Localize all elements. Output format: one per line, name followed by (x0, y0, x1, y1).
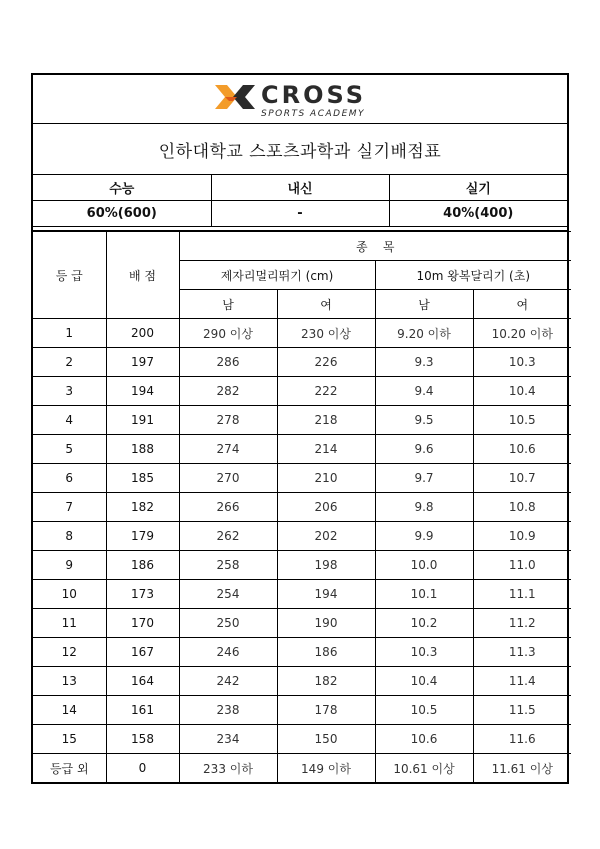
record-cell: 242 (179, 667, 277, 696)
record-cell: 10.61 이상 (375, 754, 473, 783)
summary-table (33, 175, 567, 227)
page-title: 인하대학교 스포츠과학과 실기배점표 (33, 124, 567, 175)
record-cell: 194 (277, 580, 375, 609)
record-cell: 9.6 (375, 435, 473, 464)
score-cell: 185 (106, 464, 179, 493)
cross-logo (211, 79, 411, 119)
gender-header: 여 (277, 290, 375, 319)
record-cell: 266 (179, 493, 277, 522)
event-name: 제자리멀리뛰기 (cm) (179, 261, 375, 290)
summary-header: 내신 (211, 175, 389, 201)
record-cell: 10.0 (375, 551, 473, 580)
grade-cell: 14 (33, 696, 106, 725)
event-name: 10m 왕복달리기 (초) (375, 261, 571, 290)
table-row (33, 609, 571, 638)
table-row (33, 725, 571, 754)
record-cell: 10.5 (375, 696, 473, 725)
record-cell: 206 (277, 493, 375, 522)
grade-cell: 13 (33, 667, 106, 696)
record-cell: 150 (277, 725, 375, 754)
score-cell: 179 (106, 522, 179, 551)
summary-value: - (211, 201, 389, 227)
record-cell: 182 (277, 667, 375, 696)
table-row (33, 377, 571, 406)
summary-value: 40%(400) (389, 201, 567, 227)
grade-cell: 4 (33, 406, 106, 435)
record-cell: 250 (179, 609, 277, 638)
record-cell: 270 (179, 464, 277, 493)
grade-cell: 8 (33, 522, 106, 551)
score-cell: 173 (106, 580, 179, 609)
grade-cell: 2 (33, 348, 106, 377)
record-cell: 286 (179, 348, 277, 377)
score-header: 배 점 (106, 232, 179, 319)
score-cell: 182 (106, 493, 179, 522)
score-cell: 167 (106, 638, 179, 667)
score-cell: 186 (106, 551, 179, 580)
score-cell: 191 (106, 406, 179, 435)
gender-header: 남 (179, 290, 277, 319)
record-cell: 149 이하 (277, 754, 375, 783)
record-cell: 10.3 (473, 348, 571, 377)
record-cell: 9.7 (375, 464, 473, 493)
record-cell: 198 (277, 551, 375, 580)
summary-header: 실기 (389, 175, 567, 201)
grade-cell: 6 (33, 464, 106, 493)
record-cell: 222 (277, 377, 375, 406)
record-cell: 10.1 (375, 580, 473, 609)
record-cell: 178 (277, 696, 375, 725)
table-row (33, 667, 571, 696)
table-row (33, 638, 571, 667)
record-cell: 10.5 (473, 406, 571, 435)
record-cell: 9.8 (375, 493, 473, 522)
record-cell: 246 (179, 638, 277, 667)
record-cell: 186 (277, 638, 375, 667)
record-cell: 262 (179, 522, 277, 551)
record-cell: 278 (179, 406, 277, 435)
grade-cell: 7 (33, 493, 106, 522)
record-cell: 11.1 (473, 580, 571, 609)
grade-cell: 3 (33, 377, 106, 406)
grade-cell: 9 (33, 551, 106, 580)
logo-header (33, 75, 567, 124)
record-cell: 10.7 (473, 464, 571, 493)
record-cell: 9.3 (375, 348, 473, 377)
score-cell: 200 (106, 319, 179, 348)
record-cell: 234 (179, 725, 277, 754)
record-cell: 214 (277, 435, 375, 464)
record-cell: 9.5 (375, 406, 473, 435)
record-cell: 258 (179, 551, 277, 580)
record-cell: 11.2 (473, 609, 571, 638)
record-cell: 10.4 (473, 377, 571, 406)
record-cell: 10.20 이하 (473, 319, 571, 348)
table-row (33, 319, 571, 348)
grade-cell: 1 (33, 319, 106, 348)
score-cell: 161 (106, 696, 179, 725)
summary-value: 60%(600) (33, 201, 211, 227)
record-cell: 233 이하 (179, 754, 277, 783)
record-cell: 11.3 (473, 638, 571, 667)
table-row (33, 406, 571, 435)
record-cell: 190 (277, 609, 375, 638)
record-cell: 9.4 (375, 377, 473, 406)
score-cell: 0 (106, 754, 179, 783)
record-cell: 290 이상 (179, 319, 277, 348)
record-cell: 11.6 (473, 725, 571, 754)
grade-cell: 10 (33, 580, 106, 609)
record-cell: 10.6 (473, 435, 571, 464)
record-cell: 10.4 (375, 667, 473, 696)
table-row (33, 696, 571, 725)
record-cell: 11.61 이상 (473, 754, 571, 783)
record-cell: 10.3 (375, 638, 473, 667)
record-cell: 10.9 (473, 522, 571, 551)
record-cell: 11.5 (473, 696, 571, 725)
gender-header: 여 (473, 290, 571, 319)
grade-cell: 5 (33, 435, 106, 464)
score-cell: 188 (106, 435, 179, 464)
grade-cell: 15 (33, 725, 106, 754)
score-cell: 194 (106, 377, 179, 406)
score-cell: 170 (106, 609, 179, 638)
grade-cell: 등급 외 (33, 754, 106, 783)
table-row (33, 580, 571, 609)
score-cell: 158 (106, 725, 179, 754)
record-cell: 210 (277, 464, 375, 493)
record-cell: 9.20 이하 (375, 319, 473, 348)
table-row (33, 754, 571, 783)
record-cell: 11.0 (473, 551, 571, 580)
record-cell: 238 (179, 696, 277, 725)
grade-header: 등 급 (33, 232, 106, 319)
record-cell: 282 (179, 377, 277, 406)
brand-tagline: SPORTS ACADEMY (261, 109, 366, 119)
table-row (33, 435, 571, 464)
score-table (33, 231, 571, 782)
record-cell: 226 (277, 348, 375, 377)
score-sheet (31, 73, 569, 784)
record-cell: 254 (179, 580, 277, 609)
score-cell: 164 (106, 667, 179, 696)
record-cell: 10.6 (375, 725, 473, 754)
table-row (33, 522, 571, 551)
summary-header: 수능 (33, 175, 211, 201)
record-cell: 230 이상 (277, 319, 375, 348)
score-cell: 197 (106, 348, 179, 377)
table-row (33, 551, 571, 580)
gender-header: 남 (375, 290, 473, 319)
record-cell: 9.9 (375, 522, 473, 551)
grade-cell: 12 (33, 638, 106, 667)
record-cell: 10.8 (473, 493, 571, 522)
record-cell: 202 (277, 522, 375, 551)
record-cell: 274 (179, 435, 277, 464)
table-row (33, 493, 571, 522)
record-cell: 11.4 (473, 667, 571, 696)
record-cell: 218 (277, 406, 375, 435)
table-row (33, 348, 571, 377)
grade-cell: 11 (33, 609, 106, 638)
brand-name: CROSS (261, 81, 366, 109)
table-row (33, 464, 571, 493)
record-cell: 10.2 (375, 609, 473, 638)
event-header: 종 목 (179, 232, 571, 261)
